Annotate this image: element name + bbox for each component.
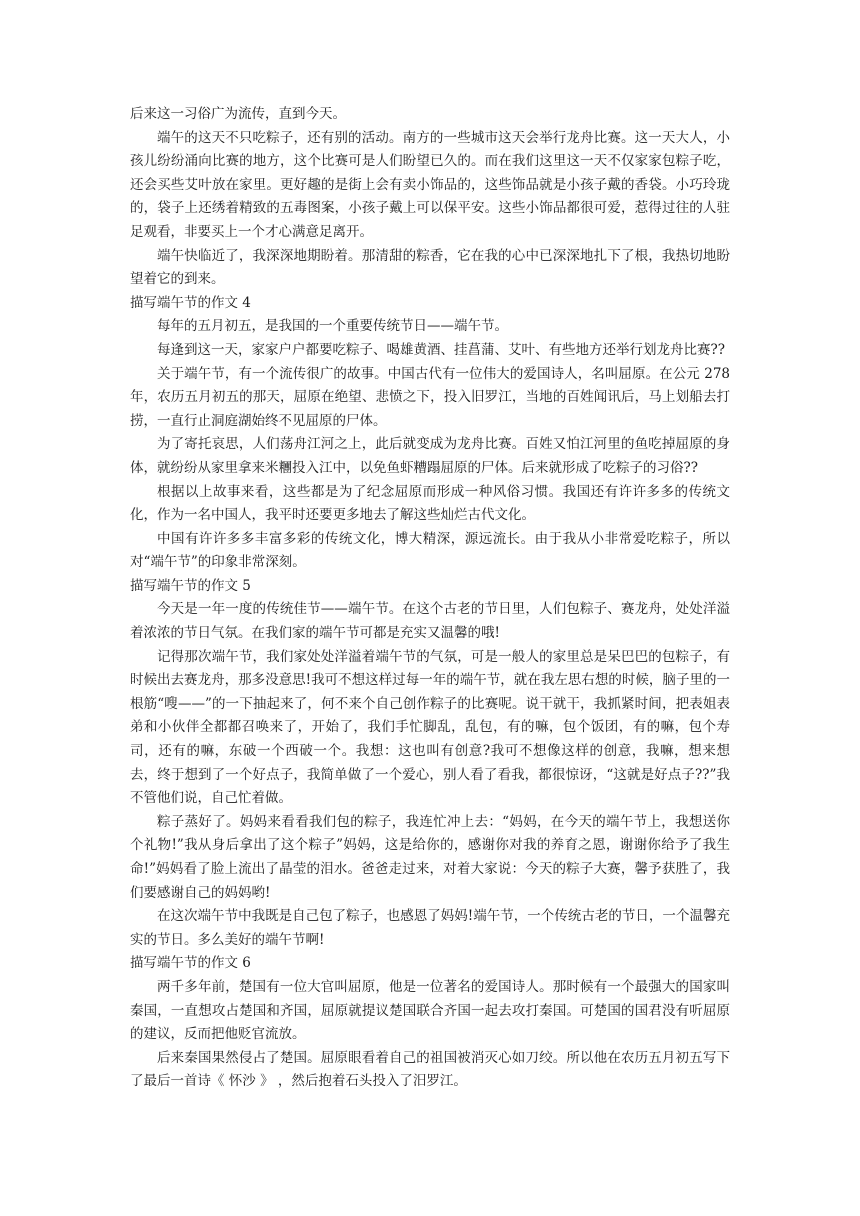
paragraph: 今天是一年一度的传统佳节——端午节。在这个古老的节日里，人们包粽子、赛龙舟，处处洋溢着浓浓的节日气氛。在我们家的端午节可都是充实又温馨的哦! [130,601,730,642]
paragraph: 记得那次端午节，我们家处处洋溢着端午节的气氛，可是一般人的家里总是呆巴巴的包粽子，有时候出去赛龙舟，那多没意思!我可不想这样过每一年的端午节，就在我左思右想的时候，脑子里的一根筋“嗖——”的一下抽起来了，何不来个自己创作粽子的比赛呢。说干就干，我抓紧时间，把表姐表弟和小伙伴全都都召唤来了，开始了，我们手忙脚乱，乱包，有的嘛，包个饭团，有的嘛，包个寿司，还有的嘛，东破一个西破一个。我想：这也叫有创意?我可不想像这样的创意，我嘛，想来想去，终于想到了一个好点子，我简单做了一个爱心，别人看了看我，都很惊讶，“这就是好点子??”我不管他们说，自己忙着做。 [130,648,730,807]
paragraph: 后来秦国果然侵占了楚国。屈原眼看着自己的祖国被消灭心如刀绞。所以他在农历五月初五写下了最后一首诗《 怀沙 》 ，然后抱着石头投入了汨罗江。 [130,1049,730,1090]
essay-heading: 描写端午节的作文 5 [130,577,251,594]
paragraph: 每逢到这一天，家家户户都要吃粽子、喝雄黄酒、挂菖蒲、艾叶、有些地方还举行划龙舟比赛?? [157,341,725,358]
paragraph: 端午快临近了，我深深地期盼着。那清甜的粽香，它在我的心中已深深地扎下了根，我热切地盼望着它的到来。 [130,247,730,288]
paragraph: 中国有许许多多丰富多彩的传统文化，博大精深，源远流长。由于我从小非常爱吃粽子，所以对“端午节”的印象非常深刻。 [130,530,730,571]
paragraph: 每年的五月初五，是我国的一个重要传统节日——端午节。 [157,318,508,335]
paragraph: 端午的这天不只吃粽子，还有别的活动。南方的一些城市这天会举行龙舟比赛。这一天大人，小孩儿纷纷涌向比赛的地方，这个比赛可是人们盼望已久的。而在我们这里这一天不仅家家包粽子吃，还会买些艾叶放在家里。更好趣的是街上会有卖小饰品的，这些饰品就是小孩子戴的香袋。小巧玲珑的，袋子上还绣着精致的五毒图案，小孩子戴上可以保平安。这些小饰品都很可爱，惹得过往的人驻足观看，非要买上一个才心满意足离开。 [130,129,730,240]
paragraph: 为了寄托哀思，人们荡舟江河之上，此后就变成为龙舟比赛。百姓又怕江河里的鱼吃掉屈原的身体，就纷纷从家里拿来米糰投入江中，以免鱼虾糟蹋屈原的尸体。后来就形成了吃粽子的习俗?? [130,436,730,476]
paragraph: 两千多年前，楚国有一位大官叫屈原，他是一位著名的爱国诗人。那时候有一个最强大的国家叫秦国，一直想攻占楚国和齐国，屈原就提议楚国联合齐国一起去攻打秦国。可楚国的国君没有听屈原的建议，反而把他贬官流放。 [130,978,730,1043]
paragraph: 粽子蒸好了。妈妈来看看我们包的粽子，我连忙冲上去：“妈妈，在今天的端午节上，我想送你个礼物!”我从身后拿出了这个粽子”妈妈，这是给你的，感谢你对我的养育之恩，谢谢你给予了我生命!”妈妈看了脸上流出了晶莹的泪水。爸爸走过来，对着大家说：今天的粽子大赛，馨予获胜了，我们要感谢自己的妈妈哟! [130,813,730,901]
paragraph: 后来这一习俗广为流传，直到今天。 [130,106,346,122]
document-page [130,103,730,1094]
paragraph: 关于端午节，有一个流传很广的故事。中国古代有一位伟大的爱国诗人，名叫屈原。在公元 278 年，农历五月初五的那天，屈原在绝望、悲愤之下，投入旧罗江，当地的百姓闻讯后，马上划船去打捞，一直行止洞庭湖始终不见屈原的尸体。 [130,365,730,429]
paragraph: 在这次端午节中我既是自己包了粽子，也感恩了妈妈!端午节，一个传统古老的节日，一个温馨充实的节日。多么美好的端午节啊! [130,908,730,948]
essay-heading: 描写端午节的作文 6 [130,955,251,972]
paragraph: 根据以上故事来看，这些都是为了纪念屈原而形成一种风俗习惯。我国还有许许多多的传统文化，作为一名中国人，我平时还要更多地去了解这些灿烂古代文化。 [130,483,730,524]
essay-heading: 描写端午节的作文 4 [130,294,251,311]
